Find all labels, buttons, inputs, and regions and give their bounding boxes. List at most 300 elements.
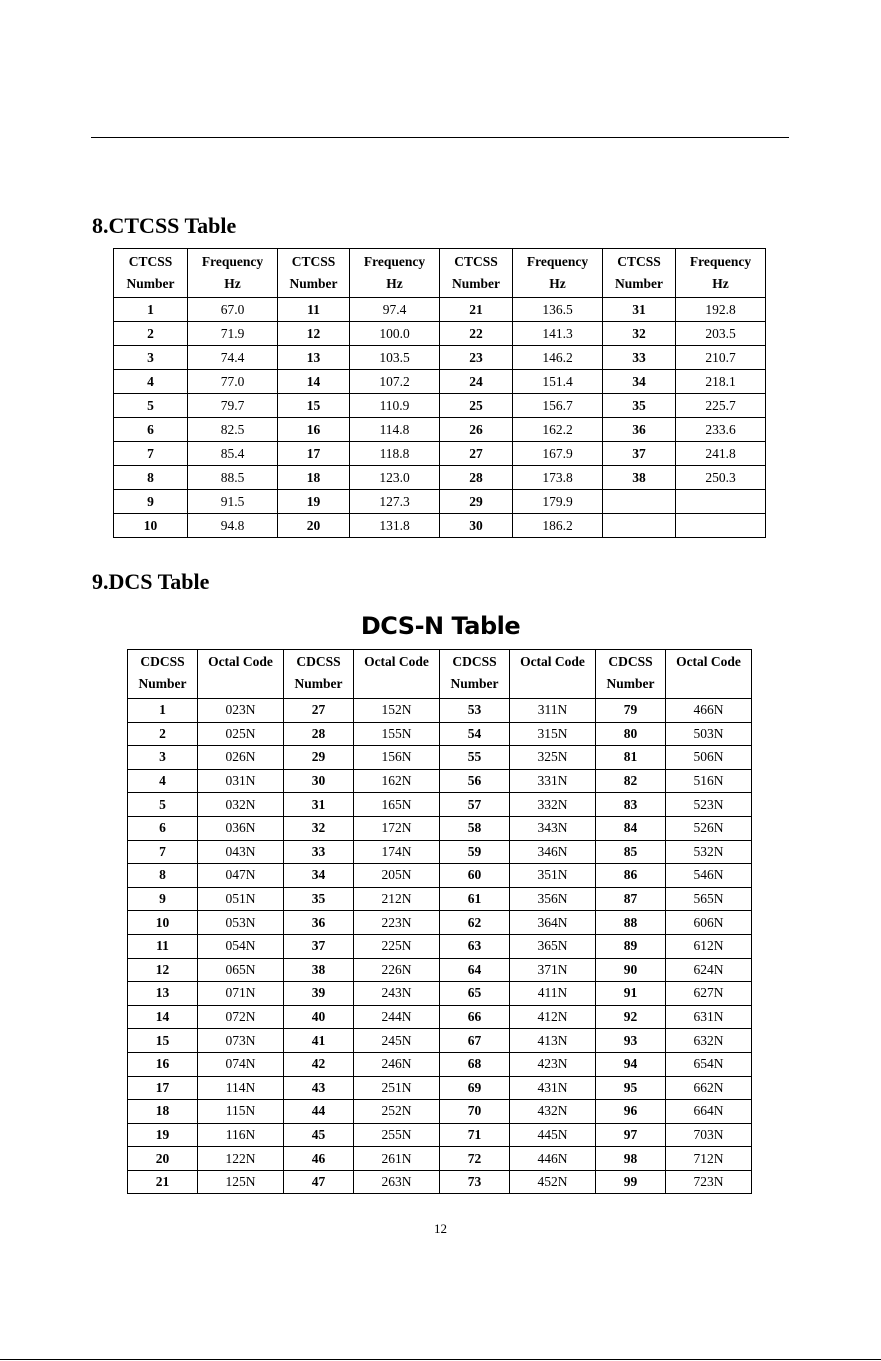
code-value-cell: 162.2 xyxy=(513,418,603,442)
code-number-cell: 35 xyxy=(284,887,354,911)
code-number-cell: 9 xyxy=(114,490,188,514)
code-number-cell: 3 xyxy=(114,346,188,370)
code-value-cell: 205N xyxy=(354,864,440,888)
code-value-cell: 503N xyxy=(666,722,752,746)
code-number-cell: 39 xyxy=(284,982,354,1006)
code-number-cell: 29 xyxy=(284,746,354,770)
code-value-cell: 445N xyxy=(510,1123,596,1147)
code-number-cell: 36 xyxy=(284,911,354,935)
code-value-cell: 94.8 xyxy=(188,514,278,538)
code-number-cell: 43 xyxy=(284,1076,354,1100)
code-value-cell: 118.8 xyxy=(350,442,440,466)
code-number-cell: 38 xyxy=(603,466,676,490)
code-value-cell: 123.0 xyxy=(350,466,440,490)
code-value-cell: 371N xyxy=(510,958,596,982)
column-header xyxy=(350,249,440,298)
code-value-cell: 225.7 xyxy=(676,394,766,418)
code-value-cell: 151.4 xyxy=(513,370,603,394)
column-header xyxy=(354,650,440,699)
table-row xyxy=(114,346,766,370)
code-value-cell: 212N xyxy=(354,887,440,911)
table-row xyxy=(128,887,752,911)
code-value-cell xyxy=(676,490,766,514)
ctcss-table-header xyxy=(114,249,766,298)
code-number-cell: 14 xyxy=(278,370,350,394)
code-number-cell: 57 xyxy=(440,793,510,817)
table-row xyxy=(128,1100,752,1124)
code-number-cell: 21 xyxy=(440,298,513,322)
code-value-cell: 043N xyxy=(198,840,284,864)
code-value-cell: 246N xyxy=(354,1052,440,1076)
code-value-cell: 122N xyxy=(198,1147,284,1171)
code-number-cell: 9 xyxy=(128,887,198,911)
code-number-cell: 38 xyxy=(284,958,354,982)
code-value-cell: 91.5 xyxy=(188,490,278,514)
column-header-text: Number xyxy=(615,276,663,291)
code-value-cell: 107.2 xyxy=(350,370,440,394)
code-number-cell: 87 xyxy=(596,887,666,911)
code-value-cell: 047N xyxy=(198,864,284,888)
code-value-cell: 243N xyxy=(354,982,440,1006)
code-value-cell: 131.8 xyxy=(350,514,440,538)
code-number-cell: 28 xyxy=(284,722,354,746)
code-number-cell: 30 xyxy=(284,769,354,793)
table-row xyxy=(114,490,766,514)
code-value-cell: 452N xyxy=(510,1170,596,1194)
code-value-cell: 654N xyxy=(666,1052,752,1076)
column-header-text: Octal Code xyxy=(208,654,273,669)
code-number-cell: 3 xyxy=(128,746,198,770)
table-row xyxy=(114,370,766,394)
code-number-cell: 37 xyxy=(284,934,354,958)
footer-rule xyxy=(0,1359,881,1360)
table-row xyxy=(128,769,752,793)
column-header xyxy=(513,249,603,298)
column-header-text: CTCSS xyxy=(128,254,173,269)
code-number-cell: 28 xyxy=(440,466,513,490)
code-number-cell: 47 xyxy=(284,1170,354,1194)
code-number-cell: 31 xyxy=(284,793,354,817)
code-number-cell: 23 xyxy=(440,346,513,370)
code-value-cell: 073N xyxy=(198,1029,284,1053)
code-value-cell: 446N xyxy=(510,1147,596,1171)
table-row xyxy=(114,298,766,322)
column-header xyxy=(510,650,596,699)
code-number-cell: 1 xyxy=(114,298,188,322)
code-value-cell: 723N xyxy=(666,1170,752,1194)
code-value-cell: 110.9 xyxy=(350,394,440,418)
column-header-text: Hz xyxy=(549,276,566,291)
code-value-cell: 025N xyxy=(198,722,284,746)
code-number-cell: 6 xyxy=(128,816,198,840)
code-value-cell: 051N xyxy=(198,887,284,911)
code-number-cell: 11 xyxy=(278,298,350,322)
column-header-text: CTCSS xyxy=(454,254,498,269)
code-value-cell: 251N xyxy=(354,1076,440,1100)
code-number-cell: 62 xyxy=(440,911,510,935)
code-value-cell: 79.7 xyxy=(188,394,278,418)
table-row xyxy=(114,466,766,490)
column-header-text: Number xyxy=(452,276,500,291)
table-row xyxy=(114,442,766,466)
code-value-cell: 054N xyxy=(198,934,284,958)
column-header-text: Frequency xyxy=(363,254,426,269)
code-number-cell: 61 xyxy=(440,887,510,911)
code-number-cell: 32 xyxy=(284,816,354,840)
code-number-cell: 36 xyxy=(603,418,676,442)
code-value-cell: 162N xyxy=(354,769,440,793)
code-value-cell: 315N xyxy=(510,722,596,746)
code-number-cell: 45 xyxy=(284,1123,354,1147)
code-number-cell: 91 xyxy=(596,982,666,1006)
code-number-cell: 90 xyxy=(596,958,666,982)
table-row xyxy=(128,934,752,958)
code-value-cell: 172N xyxy=(354,816,440,840)
code-value-cell: 156.7 xyxy=(513,394,603,418)
column-header-text: CTCSS xyxy=(617,254,661,269)
code-number-cell: 26 xyxy=(440,418,513,442)
code-value-cell: 114.8 xyxy=(350,418,440,442)
code-value-cell: 173.8 xyxy=(513,466,603,490)
code-number-cell: 84 xyxy=(596,816,666,840)
code-value-cell: 053N xyxy=(198,911,284,935)
code-number-cell: 58 xyxy=(440,816,510,840)
table-row xyxy=(128,1123,752,1147)
column-header xyxy=(128,650,198,699)
dcs-section-title: 9.DCS Table xyxy=(92,569,210,594)
code-value-cell: 244N xyxy=(354,1005,440,1029)
code-value-cell: 612N xyxy=(666,934,752,958)
column-header-text: CTCSS xyxy=(291,254,336,269)
table-header-row xyxy=(114,249,766,298)
dcs-n-table xyxy=(127,649,752,1194)
code-number-cell: 42 xyxy=(284,1052,354,1076)
table-row xyxy=(128,1170,752,1194)
code-value-cell: 77.0 xyxy=(188,370,278,394)
code-value-cell: 152N xyxy=(354,699,440,723)
code-number-cell: 8 xyxy=(114,466,188,490)
code-number-cell: 93 xyxy=(596,1029,666,1053)
code-value-cell: 255N xyxy=(354,1123,440,1147)
code-value-cell: 031N xyxy=(198,769,284,793)
code-number-cell: 35 xyxy=(603,394,676,418)
code-number-cell: 15 xyxy=(278,394,350,418)
code-number-cell: 46 xyxy=(284,1147,354,1171)
code-value-cell: 146.2 xyxy=(513,346,603,370)
code-number-cell: 13 xyxy=(128,982,198,1006)
code-number-cell: 29 xyxy=(440,490,513,514)
code-number-cell: 63 xyxy=(440,934,510,958)
code-value-cell: 241.8 xyxy=(676,442,766,466)
column-header-text: Octal Code xyxy=(520,654,585,669)
code-number-cell: 88 xyxy=(596,911,666,935)
code-number-cell: 18 xyxy=(278,466,350,490)
code-value-cell: 413N xyxy=(510,1029,596,1053)
header-rule xyxy=(91,137,789,138)
code-value-cell: 712N xyxy=(666,1147,752,1171)
code-number-cell: 19 xyxy=(128,1123,198,1147)
code-value-cell: 71.9 xyxy=(188,322,278,346)
code-value-cell: 423N xyxy=(510,1052,596,1076)
code-value-cell: 136.5 xyxy=(513,298,603,322)
code-value-cell: 432N xyxy=(510,1100,596,1124)
code-number-cell: 64 xyxy=(440,958,510,982)
column-header-text: Number xyxy=(138,676,187,691)
code-number-cell: 22 xyxy=(440,322,513,346)
column-header xyxy=(284,650,354,699)
code-value-cell: 165N xyxy=(354,793,440,817)
code-value-cell: 516N xyxy=(666,769,752,793)
code-value-cell: 071N xyxy=(198,982,284,1006)
code-number-cell: 18 xyxy=(128,1100,198,1124)
code-number-cell: 19 xyxy=(278,490,350,514)
code-number-cell: 7 xyxy=(128,840,198,864)
table-row xyxy=(114,514,766,538)
table-row xyxy=(128,1052,752,1076)
table-row xyxy=(128,911,752,935)
code-number-cell: 17 xyxy=(128,1076,198,1100)
code-number-cell: 94 xyxy=(596,1052,666,1076)
code-value-cell: 250.3 xyxy=(676,466,766,490)
code-number-cell: 24 xyxy=(440,370,513,394)
ctcss-section-title: 8.CTCSS Table xyxy=(92,213,237,238)
code-number-cell: 89 xyxy=(596,934,666,958)
column-header xyxy=(603,249,676,298)
code-value-cell: 116N xyxy=(198,1123,284,1147)
dcs-n-table-title: DCS-N Table xyxy=(360,612,521,640)
code-value-cell: 115N xyxy=(198,1100,284,1124)
code-value-cell: 631N xyxy=(666,1005,752,1029)
code-value-cell: 100.0 xyxy=(350,322,440,346)
code-number-cell: 95 xyxy=(596,1076,666,1100)
code-value-cell: 192.8 xyxy=(676,298,766,322)
code-value-cell: 431N xyxy=(510,1076,596,1100)
table-row xyxy=(128,793,752,817)
column-header-text: Hz xyxy=(224,276,241,291)
code-value-cell: 218.1 xyxy=(676,370,766,394)
column-header-text: Number xyxy=(289,276,338,291)
column-header-text: Frequency xyxy=(526,254,589,269)
code-number-cell: 27 xyxy=(440,442,513,466)
code-number-cell: 60 xyxy=(440,864,510,888)
code-number-cell: 33 xyxy=(284,840,354,864)
code-number-cell: 13 xyxy=(278,346,350,370)
code-value-cell: 261N xyxy=(354,1147,440,1171)
code-number-cell: 6 xyxy=(114,418,188,442)
code-value-cell: 703N xyxy=(666,1123,752,1147)
code-number-cell: 68 xyxy=(440,1052,510,1076)
code-number-cell: 17 xyxy=(278,442,350,466)
table-row xyxy=(128,722,752,746)
code-number-cell: 34 xyxy=(603,370,676,394)
dcs-table-header xyxy=(128,650,752,699)
code-number-cell: 92 xyxy=(596,1005,666,1029)
code-value-cell: 245N xyxy=(354,1029,440,1053)
code-number-cell: 96 xyxy=(596,1100,666,1124)
column-header-text: Number xyxy=(606,676,655,691)
code-number-cell: 2 xyxy=(128,722,198,746)
code-value-cell: 233.6 xyxy=(676,418,766,442)
column-header-text: CDCSS xyxy=(140,654,185,669)
code-number-cell: 73 xyxy=(440,1170,510,1194)
table-row xyxy=(128,816,752,840)
code-value-cell: 67.0 xyxy=(188,298,278,322)
column-header-text: Number xyxy=(294,676,343,691)
code-number-cell: 54 xyxy=(440,722,510,746)
code-value-cell: 606N xyxy=(666,911,752,935)
column-header xyxy=(596,650,666,699)
code-value-cell xyxy=(676,514,766,538)
code-value-cell: 141.3 xyxy=(513,322,603,346)
code-number-cell: 8 xyxy=(128,864,198,888)
code-number-cell: 67 xyxy=(440,1029,510,1053)
column-header xyxy=(440,650,510,699)
code-value-cell: 526N xyxy=(666,816,752,840)
page-number: 12 xyxy=(434,1221,447,1236)
code-number-cell: 5 xyxy=(128,793,198,817)
code-number-cell: 16 xyxy=(278,418,350,442)
code-value-cell: 662N xyxy=(666,1076,752,1100)
column-header xyxy=(198,650,284,699)
dcs-table-body xyxy=(128,699,752,1194)
code-number-cell: 20 xyxy=(278,514,350,538)
column-header-text: Octal Code xyxy=(676,654,741,669)
code-number-cell: 81 xyxy=(596,746,666,770)
code-value-cell: 203.5 xyxy=(676,322,766,346)
code-number-cell: 21 xyxy=(128,1170,198,1194)
column-header-text: CDCSS xyxy=(296,654,341,669)
code-number-cell xyxy=(603,514,676,538)
code-value-cell: 065N xyxy=(198,958,284,982)
code-number-cell: 85 xyxy=(596,840,666,864)
code-value-cell: 74.4 xyxy=(188,346,278,370)
code-value-cell: 179.9 xyxy=(513,490,603,514)
code-number-cell: 30 xyxy=(440,514,513,538)
code-value-cell: 226N xyxy=(354,958,440,982)
column-header-text: Octal Code xyxy=(364,654,429,669)
code-value-cell: 632N xyxy=(666,1029,752,1053)
column-header-text: Frequency xyxy=(689,254,752,269)
column-header-text: Number xyxy=(450,676,499,691)
code-number-cell: 4 xyxy=(114,370,188,394)
table-row xyxy=(128,982,752,1006)
code-value-cell: 411N xyxy=(510,982,596,1006)
code-value-cell: 331N xyxy=(510,769,596,793)
code-number-cell: 59 xyxy=(440,840,510,864)
code-value-cell: 565N xyxy=(666,887,752,911)
code-value-cell: 627N xyxy=(666,982,752,1006)
code-value-cell: 523N xyxy=(666,793,752,817)
table-row xyxy=(114,322,766,346)
ctcss-table xyxy=(113,248,766,538)
code-number-cell: 10 xyxy=(128,911,198,935)
code-number-cell: 40 xyxy=(284,1005,354,1029)
code-value-cell: 351N xyxy=(510,864,596,888)
code-number-cell: 34 xyxy=(284,864,354,888)
code-number-cell: 65 xyxy=(440,982,510,1006)
code-number-cell: 12 xyxy=(278,322,350,346)
code-value-cell: 546N xyxy=(666,864,752,888)
column-header-text: Hz xyxy=(386,276,403,291)
column-header xyxy=(676,249,766,298)
code-number-cell: 7 xyxy=(114,442,188,466)
code-value-cell: 127.3 xyxy=(350,490,440,514)
code-number-cell: 11 xyxy=(128,934,198,958)
code-value-cell: 263N xyxy=(354,1170,440,1194)
table-row xyxy=(128,699,752,723)
table-row xyxy=(114,418,766,442)
code-value-cell: 88.5 xyxy=(188,466,278,490)
code-value-cell: 225N xyxy=(354,934,440,958)
table-row xyxy=(128,958,752,982)
code-value-cell: 125N xyxy=(198,1170,284,1194)
code-number-cell: 71 xyxy=(440,1123,510,1147)
code-value-cell: 210.7 xyxy=(676,346,766,370)
code-value-cell: 364N xyxy=(510,911,596,935)
code-value-cell: 026N xyxy=(198,746,284,770)
code-number-cell: 97 xyxy=(596,1123,666,1147)
code-number-cell: 37 xyxy=(603,442,676,466)
code-value-cell: 343N xyxy=(510,816,596,840)
code-value-cell: 167.9 xyxy=(513,442,603,466)
code-number-cell: 86 xyxy=(596,864,666,888)
code-value-cell: 532N xyxy=(666,840,752,864)
code-number-cell: 5 xyxy=(114,394,188,418)
code-number-cell: 33 xyxy=(603,346,676,370)
code-number-cell: 70 xyxy=(440,1100,510,1124)
code-number-cell: 14 xyxy=(128,1005,198,1029)
code-number-cell: 1 xyxy=(128,699,198,723)
code-value-cell: 624N xyxy=(666,958,752,982)
table-row xyxy=(128,1076,752,1100)
column-header xyxy=(440,249,513,298)
code-number-cell: 44 xyxy=(284,1100,354,1124)
code-value-cell: 103.5 xyxy=(350,346,440,370)
code-value-cell: 074N xyxy=(198,1052,284,1076)
column-header xyxy=(278,249,350,298)
code-value-cell: 252N xyxy=(354,1100,440,1124)
code-number-cell: 72 xyxy=(440,1147,510,1171)
code-value-cell: 412N xyxy=(510,1005,596,1029)
code-number-cell: 66 xyxy=(440,1005,510,1029)
table-row xyxy=(128,864,752,888)
column-header xyxy=(188,249,278,298)
code-number-cell: 10 xyxy=(114,514,188,538)
column-header-text: Number xyxy=(126,276,175,291)
code-value-cell: 664N xyxy=(666,1100,752,1124)
code-value-cell: 186.2 xyxy=(513,514,603,538)
code-number-cell: 4 xyxy=(128,769,198,793)
code-value-cell: 506N xyxy=(666,746,752,770)
table-header-row xyxy=(128,650,752,699)
code-number-cell: 69 xyxy=(440,1076,510,1100)
code-number-cell: 53 xyxy=(440,699,510,723)
code-value-cell: 356N xyxy=(510,887,596,911)
code-value-cell: 311N xyxy=(510,699,596,723)
code-number-cell: 41 xyxy=(284,1029,354,1053)
code-number-cell: 25 xyxy=(440,394,513,418)
code-number-cell: 98 xyxy=(596,1147,666,1171)
column-header xyxy=(114,249,188,298)
code-number-cell: 27 xyxy=(284,699,354,723)
code-value-cell: 97.4 xyxy=(350,298,440,322)
column-header-text: CDCSS xyxy=(452,654,497,669)
column-header-text: Hz xyxy=(712,276,729,291)
code-value-cell: 466N xyxy=(666,699,752,723)
code-value-cell: 332N xyxy=(510,793,596,817)
code-number-cell: 79 xyxy=(596,699,666,723)
code-number-cell: 82 xyxy=(596,769,666,793)
